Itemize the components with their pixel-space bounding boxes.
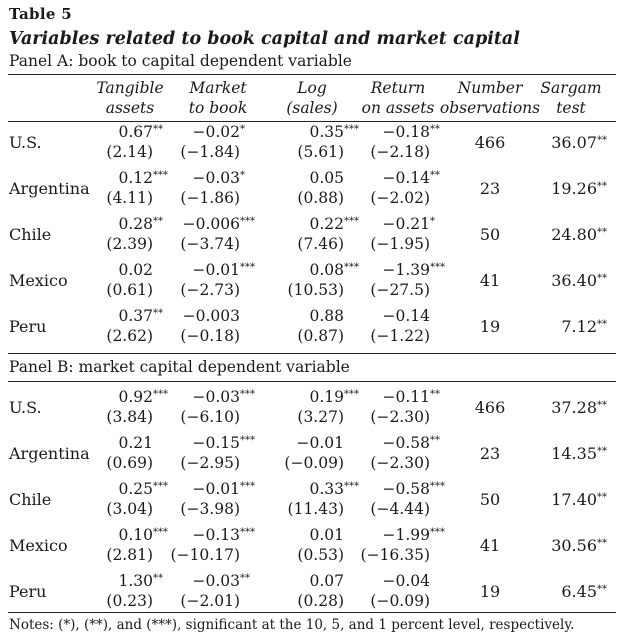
coefficient-cell: −1.39***: [382, 261, 445, 279]
t-statistic-cell: (0.61): [106, 281, 153, 299]
coefficient-value: 0.22: [309, 215, 344, 233]
t-statistic-cell: (−0.09): [284, 454, 344, 472]
t-statistic-cell: (−1.22): [370, 327, 430, 345]
observations-cell: 41: [479, 271, 501, 290]
coefficient-cell: 0.28**: [118, 215, 163, 233]
sargan-value: 30.56: [551, 536, 597, 555]
coefficient-cell: [383, 570, 445, 592]
coefficient-value: 0.02: [118, 261, 153, 279]
coefficient-cell: −0.18**: [382, 123, 440, 141]
coefficient-value: −0.14: [382, 307, 430, 325]
table-label: Table 5: [9, 5, 72, 23]
coefficient-value: −0.01: [192, 261, 240, 279]
column-header: Sargam: [540, 79, 602, 97]
coefficient-cell: −0.13***: [192, 526, 255, 544]
coefficient-cell: −0.14**: [382, 169, 440, 187]
coefficient-value: 0.33: [309, 480, 344, 498]
column-header: Log: [297, 79, 327, 97]
t-statistic-cell: (−3.74): [180, 235, 240, 253]
sargan-test-cell: 37.28**: [551, 398, 607, 417]
coefficient-value: 0.12: [118, 169, 153, 187]
t-statistic-cell: (7.46): [297, 235, 344, 253]
coefficient-cell: 0.37**: [118, 307, 163, 325]
coefficient-cell: 0.22***: [309, 215, 359, 233]
sargan-value: 7.12: [561, 317, 597, 336]
t-statistic-cell: (−4.44): [370, 500, 430, 518]
column-header: on assets: [361, 99, 435, 117]
coefficient-cell: 0.92***: [118, 388, 168, 406]
coefficient-value: 0.01: [309, 526, 344, 544]
column-header: Return: [370, 79, 426, 97]
table-title: Variables related to book capital and market capital: [9, 29, 520, 49]
column-header: test: [556, 99, 586, 117]
t-statistic-cell: (0.69): [106, 454, 153, 472]
t-statistic-cell: (−2.01): [180, 592, 240, 610]
sargan-test-cell: 7.12**: [561, 317, 607, 336]
coefficient-value: −0.13: [192, 526, 240, 544]
t-statistic-cell: (11.43): [287, 500, 344, 518]
coefficient-value: 0.35: [309, 123, 344, 141]
t-statistic-cell: (−2.95): [180, 454, 240, 472]
sargan-value: 24.80: [551, 225, 597, 244]
coefficient-cell: −0.02*: [192, 123, 245, 141]
column-header: Number: [457, 79, 523, 97]
sargan-test-cell: 17.40**: [551, 490, 607, 509]
panel-b-title: Panel B: market capital dependent variable: [9, 358, 350, 376]
sargan-test-cell: 14.35**: [551, 444, 607, 463]
sargan-test-cell: 36.40**: [551, 271, 607, 290]
coefficient-cell: 0.67**: [118, 123, 163, 141]
t-statistic-cell: (0.28): [297, 592, 344, 610]
coefficient-value: −0.03: [192, 388, 240, 406]
t-statistic-cell: (−3.98): [180, 500, 240, 518]
sargan-test-cell: 19.26**: [551, 179, 607, 198]
t-statistic-cell: (−1.84): [180, 143, 240, 161]
coefficient-cell: 0.10***: [118, 526, 168, 544]
observations-cell: 23: [479, 179, 501, 198]
coefficient-cell: [183, 305, 254, 327]
t-statistic-cell: (3.84): [106, 408, 153, 426]
t-statistic-cell: (−2.30): [370, 454, 430, 472]
coefficient-cell: −0.11**: [382, 388, 440, 406]
coefficient-cell: −0.58***: [382, 480, 445, 498]
coefficient-cell: 0.12***: [118, 169, 168, 187]
country-label: Mexico: [9, 536, 68, 555]
coefficient-value: −0.18: [382, 123, 430, 141]
panel-a-bottom-rule: [8, 353, 616, 354]
sargan-value: 37.28: [551, 398, 597, 417]
observations-cell: 19: [479, 582, 501, 601]
coefficient-cell: [118, 259, 167, 281]
t-statistic-cell: (−2.02): [370, 189, 430, 207]
column-header: (sales): [286, 99, 338, 117]
t-statistic-cell: (4.11): [106, 189, 153, 207]
coefficient-value: −1.39: [382, 261, 430, 279]
panel-a-title: Panel A: book to capital dependent variable: [9, 52, 352, 70]
country-label: Argentina: [9, 444, 90, 463]
country-label: U.S.: [9, 398, 42, 417]
t-statistic-cell: (−2.30): [370, 408, 430, 426]
coefficient-value: 0.28: [118, 215, 153, 233]
coefficient-cell: −0.15***: [192, 434, 255, 452]
coefficient-cell: 0.33***: [309, 480, 359, 498]
observations-cell: 50: [479, 225, 501, 244]
coefficient-value: 0.67: [118, 123, 153, 141]
coefficient-cell: −0.01***: [192, 261, 255, 279]
top-rule: [8, 74, 616, 75]
coefficient-value: −1.99: [382, 526, 430, 544]
coefficient-value: −0.01: [192, 480, 240, 498]
coefficient-value: 0.07: [309, 572, 344, 590]
country-label: Argentina: [9, 179, 90, 198]
coefficient-cell: −1.99***: [382, 526, 445, 544]
sargan-test-cell: 6.45**: [561, 582, 607, 601]
column-header: Market: [189, 79, 247, 97]
coefficient-cell: [309, 305, 358, 327]
sargan-value: 14.35: [551, 444, 597, 463]
coefficient-value: −0.006: [182, 215, 240, 233]
country-label: Chile: [9, 225, 52, 244]
coefficient-value: −0.03: [192, 572, 240, 590]
coefficient-cell: −0.21*: [382, 215, 435, 233]
coefficient-value: −0.58: [382, 480, 430, 498]
t-statistic-cell: (0.23): [106, 592, 153, 610]
country-label: U.S.: [9, 133, 42, 152]
t-statistic-cell: (−0.18): [180, 327, 240, 345]
t-statistic-cell: (5.61): [297, 143, 344, 161]
coefficient-value: 0.25: [118, 480, 153, 498]
coefficient-cell: 0.35***: [309, 123, 359, 141]
coefficient-cell: 1.30**: [118, 572, 163, 590]
t-statistic-cell: (0.53): [297, 546, 344, 564]
coefficient-value: −0.02: [192, 123, 240, 141]
coefficient-cell: −0.58**: [382, 434, 440, 452]
coefficient-cell: 0.25***: [118, 480, 168, 498]
t-statistic-cell: (2.81): [106, 546, 153, 564]
coefficient-value: −0.58: [382, 434, 430, 452]
t-statistic-cell: (0.88): [297, 189, 344, 207]
country-label: Peru: [9, 317, 47, 336]
observations-cell: 41: [479, 536, 501, 555]
coefficient-value: 0.05: [309, 169, 344, 187]
table-notes: Notes: (*), (**), and (***), significant at the 10, 5, and 1 percent level, respectively.: [9, 617, 575, 633]
country-label: Mexico: [9, 271, 68, 290]
t-statistic-cell: (2.39): [106, 235, 153, 253]
sargan-value: 19.26: [551, 179, 597, 198]
t-statistic-cell: (−27.5): [370, 281, 430, 299]
coefficient-cell: [309, 524, 358, 546]
coefficient-value: 0.21: [118, 434, 153, 452]
t-statistic-cell: (10.53): [287, 281, 344, 299]
sargan-value: 36.07: [551, 133, 597, 152]
sargan-value: 17.40: [551, 490, 597, 509]
coefficient-cell: −0.03*: [192, 169, 245, 187]
coefficient-value: −0.14: [382, 169, 430, 187]
column-header: Tangible: [96, 79, 164, 97]
coefficient-value: 0.88: [309, 307, 344, 325]
coefficient-value: 0.10: [118, 526, 153, 544]
column-header: assets: [105, 99, 155, 117]
t-statistic-cell: (2.62): [106, 327, 153, 345]
t-statistic-cell: (2.14): [106, 143, 153, 161]
column-header: to book: [188, 99, 248, 117]
coefficient-cell: [297, 432, 359, 454]
coefficient-value: −0.03: [192, 169, 240, 187]
coefficient-value: −0.11: [382, 388, 430, 406]
coefficient-value: −0.04: [382, 572, 430, 590]
t-statistic-cell: (−6.10): [180, 408, 240, 426]
country-label: Peru: [9, 582, 47, 601]
coefficient-value: −0.01: [296, 434, 344, 452]
coefficient-value: −0.21: [382, 215, 430, 233]
sargan-test-cell: 30.56**: [551, 536, 607, 555]
coefficient-value: 1.30: [118, 572, 153, 590]
bottom-rule: [8, 612, 616, 613]
t-statistic-cell: (−1.95): [370, 235, 430, 253]
panel-b-top-rule: [8, 381, 616, 382]
observations-cell: 50: [479, 490, 501, 509]
t-statistic-cell: (−1.86): [180, 189, 240, 207]
observations-cell: 466: [474, 133, 506, 152]
sargan-value: 36.40: [551, 271, 597, 290]
coefficient-value: −0.15: [192, 434, 240, 452]
coefficient-cell: [118, 432, 167, 454]
coefficient-cell: 0.19***: [309, 388, 359, 406]
observations-cell: 23: [479, 444, 501, 463]
observations-cell: 466: [474, 398, 506, 417]
observations-cell: 19: [479, 317, 501, 336]
coefficient-cell: 0.08***: [309, 261, 359, 279]
t-statistic-cell: (−2.18): [370, 143, 430, 161]
t-statistic-cell: (3.27): [297, 408, 344, 426]
coefficient-cell: [383, 305, 445, 327]
coefficient-cell: −0.01***: [192, 480, 255, 498]
t-statistic-cell: (−2.73): [180, 281, 240, 299]
coefficient-value: 0.19: [309, 388, 344, 406]
coefficient-value: 0.08: [309, 261, 344, 279]
coefficient-value: −0.003: [182, 307, 240, 325]
t-statistic-cell: (−10.17): [170, 546, 240, 564]
sargan-test-cell: 24.80**: [551, 225, 607, 244]
coefficient-cell: −0.03**: [192, 572, 250, 590]
column-header: observations: [439, 99, 541, 117]
coefficient-value: 0.37: [118, 307, 153, 325]
t-statistic-cell: (3.04): [106, 500, 153, 518]
coefficient-cell: [309, 167, 358, 189]
coefficient-cell: [309, 570, 358, 592]
coefficient-cell: −0.006***: [182, 215, 255, 233]
coefficient-cell: −0.03***: [192, 388, 255, 406]
t-statistic-cell: (−16.35): [360, 546, 430, 564]
t-statistic-cell: (−0.09): [370, 592, 430, 610]
coefficient-value: 0.92: [118, 388, 153, 406]
country-label: Chile: [9, 490, 52, 509]
t-statistic-cell: (0.87): [297, 327, 344, 345]
sargan-test-cell: 36.07**: [551, 133, 607, 152]
sargan-value: 6.45: [561, 582, 597, 601]
